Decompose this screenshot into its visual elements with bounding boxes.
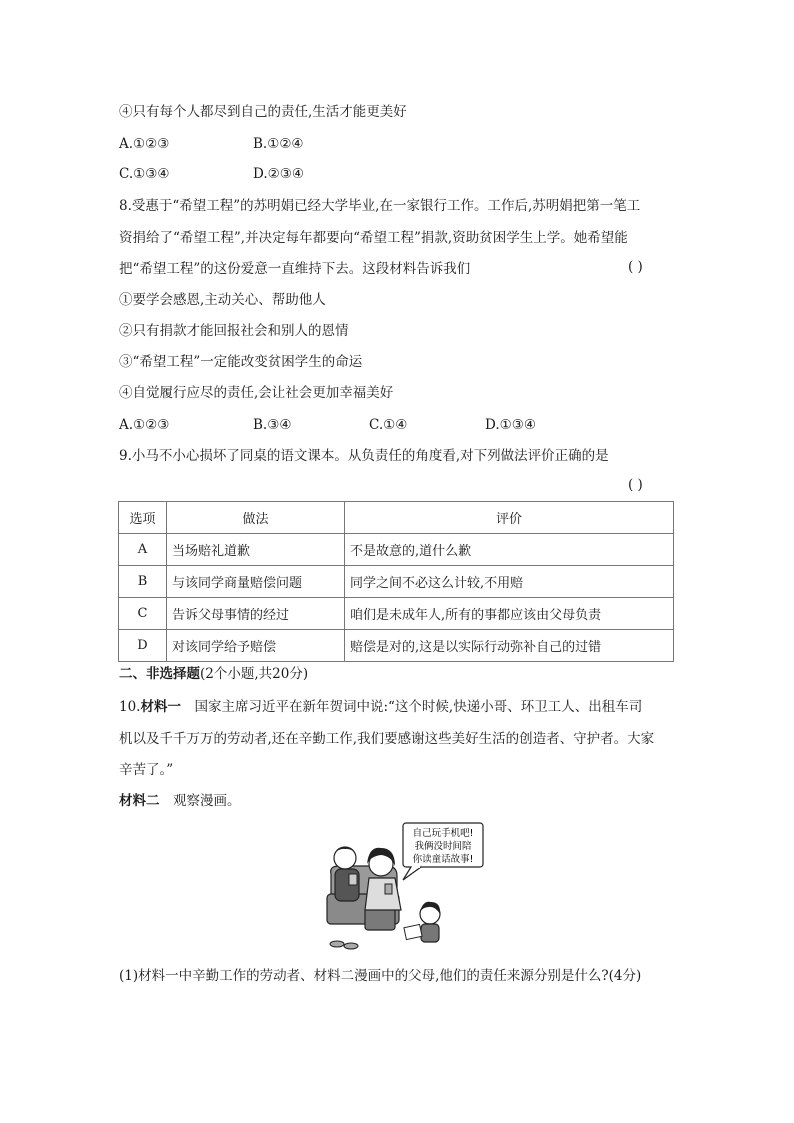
table-row[interactable] — [119, 566, 674, 598]
table-cell-evaluation: 同学之间不必这么计较,不用赔 — [345, 566, 674, 598]
q8-option-b[interactable]: B.③④ — [253, 417, 292, 433]
table-cell-option: B — [119, 566, 167, 598]
q7-option-d[interactable]: D.②③④ — [253, 166, 304, 182]
q9-stem: 9.小马不小心损坏了同桌的语文课本。从负责任的角度看,对下列做法评价正确的是 — [119, 448, 609, 464]
table-cell-practice: 当场赔礼道歉 — [167, 534, 345, 566]
book-icon — [404, 924, 422, 939]
table-cell-practice: 与该同学商量赔偿问题 — [167, 566, 345, 598]
q8-item-4: ④自觉履行应尽的责任,会让社会更加幸福美好 — [119, 385, 394, 401]
q7-option-a[interactable]: A.①②③ — [119, 136, 170, 152]
table-row[interactable] — [119, 630, 674, 662]
q8-item-3: ③“希望工程”一定能改变贫困学生的命运 — [119, 354, 363, 370]
table-cell-practice: 告诉父母事情的经过 — [167, 598, 345, 630]
child-body — [421, 924, 439, 942]
q8-stem-line3: 把“希望工程”的这份爱意一直维持下去。这段材料告诉我们 — [119, 261, 471, 277]
q10-material1-line1 — [119, 697, 642, 717]
q10-material1-line2: 机以及千千万万的劳动者,还在辛勤工作,我们要感谢这些美好生活的创造者、守护者。大家 — [119, 731, 655, 747]
q10-material2-label: 材料二 — [119, 793, 160, 809]
phone-icon — [385, 884, 392, 894]
q8-stem-line1: 8.受惠于“希望工程”的苏明娟已经大学毕业,在一家银行工作。工作后,苏明娟把第一笔工 — [119, 198, 641, 214]
table-cell-evaluation: 不是故意的,道什么歉 — [345, 534, 674, 566]
table-header-row — [119, 502, 674, 534]
table-header-practice: 做法 — [167, 502, 345, 534]
mother-dress — [365, 878, 401, 910]
shoe-icon — [344, 943, 358, 949]
table-row[interactable] — [119, 534, 674, 566]
q7-option-b[interactable]: B.①②④ — [253, 136, 304, 152]
bubble-line-2: 我俩没时间陪 — [414, 841, 472, 852]
q9-answer-bracket: ( ) — [628, 477, 643, 493]
q10-material2-line — [119, 791, 241, 811]
table-header-evaluation: 评价 — [345, 502, 674, 534]
section-title: 二、非选择题 — [119, 666, 200, 682]
table-cell-evaluation: 咱们是未成年人,所有的事都应该由父母负责 — [345, 598, 674, 630]
q10-material1-line3: 辛苦了。” — [119, 762, 174, 778]
section-heading — [119, 664, 308, 684]
phone-icon — [349, 874, 357, 885]
bubble-line-1: 自己玩手机吧! — [412, 828, 474, 839]
q10-material2-text: 观察漫画。 — [159, 793, 241, 809]
q10-subquestion-1: (1)材料一中辛勤工作的劳动者、材料二漫画中的父母,他们的责任来源分别是什么?(4分) — [119, 968, 642, 984]
q7-item-4: ④只有每个人都尽到自己的责任,生活才能更美好 — [119, 104, 407, 120]
q10-material1-text: 国家主席习近平在新年贺词中说:“这个时候,快递小哥、环卫工人、出租车司 — [180, 699, 643, 715]
q9-table — [118, 501, 674, 662]
table-header-option: 选项 — [119, 502, 167, 534]
q8-item-1: ①要学会感恩,主动关心、帮助他人 — [119, 292, 326, 308]
q8-option-c[interactable]: C.①④ — [369, 417, 408, 433]
q8-option-d[interactable]: D.①③④ — [485, 417, 536, 433]
comic-illustration — [325, 822, 485, 954]
q8-option-a[interactable]: A.①②③ — [119, 417, 170, 433]
section-note: (2个小题,共20分) — [200, 666, 309, 682]
table-cell-evaluation: 赔偿是对的,这是以实际行动弥补自己的过错 — [345, 630, 674, 662]
q8-item-2: ②只有捐款才能回报社会和别人的恩情 — [119, 323, 349, 339]
q8-stem-line2: 资捐给了“希望工程”,并决定每年都要向“希望工程”捐款,资助贫困学生上学。她希望能 — [119, 230, 628, 246]
table-cell-practice: 对该同学给予赔偿 — [167, 630, 345, 662]
table-row[interactable] — [119, 598, 674, 630]
q8-answer-bracket: ( ) — [628, 259, 643, 275]
comic-drawing — [325, 822, 485, 954]
bubble-line-3: 你读童话故事! — [412, 854, 474, 865]
table-cell-option: D — [119, 630, 167, 662]
speech-bubble-tail — [403, 867, 421, 880]
table-cell-option: C — [119, 598, 167, 630]
q10-number: 10. — [119, 699, 141, 715]
q10-material1-label: 材料一 — [140, 699, 181, 715]
father-head — [334, 847, 356, 869]
q7-option-c[interactable]: C.①③④ — [119, 166, 170, 182]
shoe-icon — [330, 941, 344, 947]
footstool — [365, 908, 395, 930]
table-cell-option: A — [119, 534, 167, 566]
